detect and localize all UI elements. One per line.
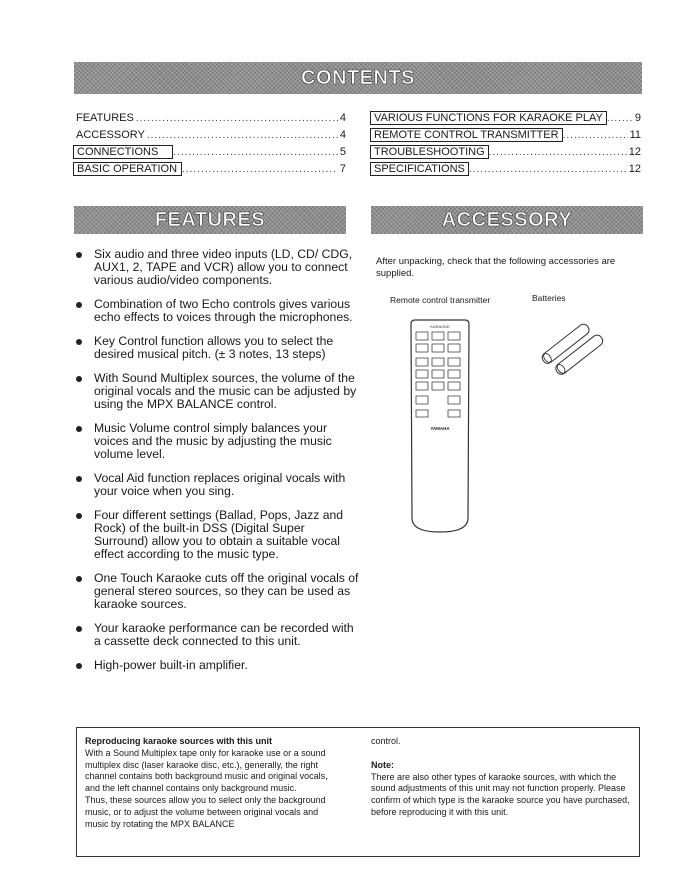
toc-leader [607,113,633,124]
toc-page-number: 4 [339,129,346,141]
feature-text: High-power built-in amplifier. [94,658,248,672]
bullet-icon [76,576,82,582]
bullet-icon [76,626,82,632]
toc-leader [173,147,338,158]
toc-leader [182,164,338,175]
toc-leader [147,130,338,141]
toc-leader [489,147,627,158]
toc-leader [136,113,338,124]
batteries-label: Batteries [532,293,566,303]
list-item [74,659,359,672]
feature-text: Six audio and three video inputs (LD, CD/ CDG, AUX1, 2, TAPE and VCR) allow you to connect various audio/video components. [94,247,353,287]
contents-header-band [74,62,642,94]
toc-item-specifications[interactable] [371,161,641,177]
toc-item-label: FEATURES [76,112,134,124]
list-item [74,422,359,461]
feature-text: With Sound Multiplex sources, the volume of the original vocals and the music can be adjusted by using the MPX BALANCE control. [94,371,357,411]
remote-brand-text: YAMAHA [430,426,450,431]
toc-item-connections[interactable] [74,144,346,160]
toc-item-accessory[interactable] [74,127,346,143]
toc-item-label: BASIC OPERATION [73,162,182,176]
batteries-illustration [534,320,614,376]
toc-item-label: ACCESSORY [76,129,145,141]
karaoke-sources-note-box [76,727,640,857]
toc-leader [563,130,628,141]
bullet-icon [76,663,82,669]
toc-leader [469,164,627,175]
feature-text: Vocal Aid function replaces original vocals with your voice when you sing. [94,471,346,498]
remote-header-text: KARAOKE [430,324,450,329]
remote-control-illustration [408,318,472,536]
list-item [74,572,359,611]
accessory-header-band [371,206,643,234]
note-box-heading: Reproducing karaoke sources with this unit [85,736,273,746]
feature-text: Combination of two Echo controls gives various echo effects to voices through the microphones. [94,297,353,324]
feature-text: One Touch Karaoke cuts off the original vocals of general stereo sources, so they can be used as karaoke sources. [94,571,359,611]
list-item [74,298,359,324]
toc-item-basic-operation[interactable] [74,161,346,177]
remote-control-label: Remote control transmitter [390,295,491,305]
list-item [74,622,359,648]
contents-title: CONTENTS [301,66,415,89]
toc-page-number: 7 [339,163,346,175]
toc-page-number: 4 [339,112,346,124]
bullet-icon [76,302,82,308]
accessory-title: ACCESSORY [441,208,573,231]
bullet-icon [76,252,82,258]
toc-item-karaoke-functions[interactable] [371,110,641,126]
toc-item-label: VARIOUS FUNCTIONS FOR KARAOKE PLAY [370,111,607,125]
toc-item-label: TROUBLESHOOTING [370,145,489,159]
toc-item-label: REMOTE CONTROL TRANSMITTER [370,128,563,142]
toc-page-number: 9 [634,112,641,124]
toc-page-number: 12 [628,146,641,158]
list-item [74,372,359,411]
feature-text: Key Control function allows you to select the desired musical pitch. (± 3 notes, 13 steps) [94,334,334,361]
bullet-icon [76,513,82,519]
note-text: There are also other types of karaoke sources, with which the sound adjustments of this unit may not function properly. Please confirm of which type is the karaoke source you have purchased, before reproducing it with this unit. [371,771,630,817]
bullet-icon [76,426,82,432]
toc-page-number: 12 [628,163,641,175]
feature-text: Four different settings (Ballad, Pops, Jazz and Rock) of the built-in DSS (Digital Super Surround) allow you to obtain a suitable vocal effect according to the music type. [94,508,344,561]
toc-page-number: 11 [629,129,641,141]
feature-text: Music Volume control simply balances your voices and the music by adjusting the music volume level. [94,421,332,461]
list-item [74,248,359,287]
toc-item-features[interactable] [74,110,346,126]
list-item [74,509,359,561]
note-heading: Note: [371,759,394,770]
note-box-paragraph: Thus, these sources allow you to select only the background music, or to adjust the volume between original vocals and music by rotating the MPX BALANCE [85,794,326,829]
note-box-continuation: control. [371,736,401,746]
toc-item-troubleshooting[interactable] [371,144,641,160]
note-left-column [85,736,343,830]
toc-page-number: 5 [339,146,346,158]
toc-item-label: SPECIFICATIONS [370,162,469,176]
features-header-band [74,206,346,234]
bullet-icon [76,339,82,345]
features-list [74,248,359,683]
toc-item-remote-control[interactable] [371,127,641,143]
note-right-column [371,736,633,819]
feature-text: Your karaoke performance can be recorded with a cassette deck connected to this unit. [94,621,354,648]
accessory-intro: After unpacking, check that the following accessories are supplied. [376,256,616,279]
toc-item-label: CONNECTIONS [73,145,173,159]
features-title: FEATURES [154,208,266,231]
note-box-paragraph: With a Sound Multiplex tape only for karaoke use or a sound multiplex disc (laser karaoke disc, etc.), generally, the right channel contains both background music and original vocals, and the left channel contains only background music. [85,747,328,794]
bullet-icon [76,376,82,382]
bullet-icon [76,476,82,482]
list-item [74,335,359,361]
list-item [74,472,359,498]
